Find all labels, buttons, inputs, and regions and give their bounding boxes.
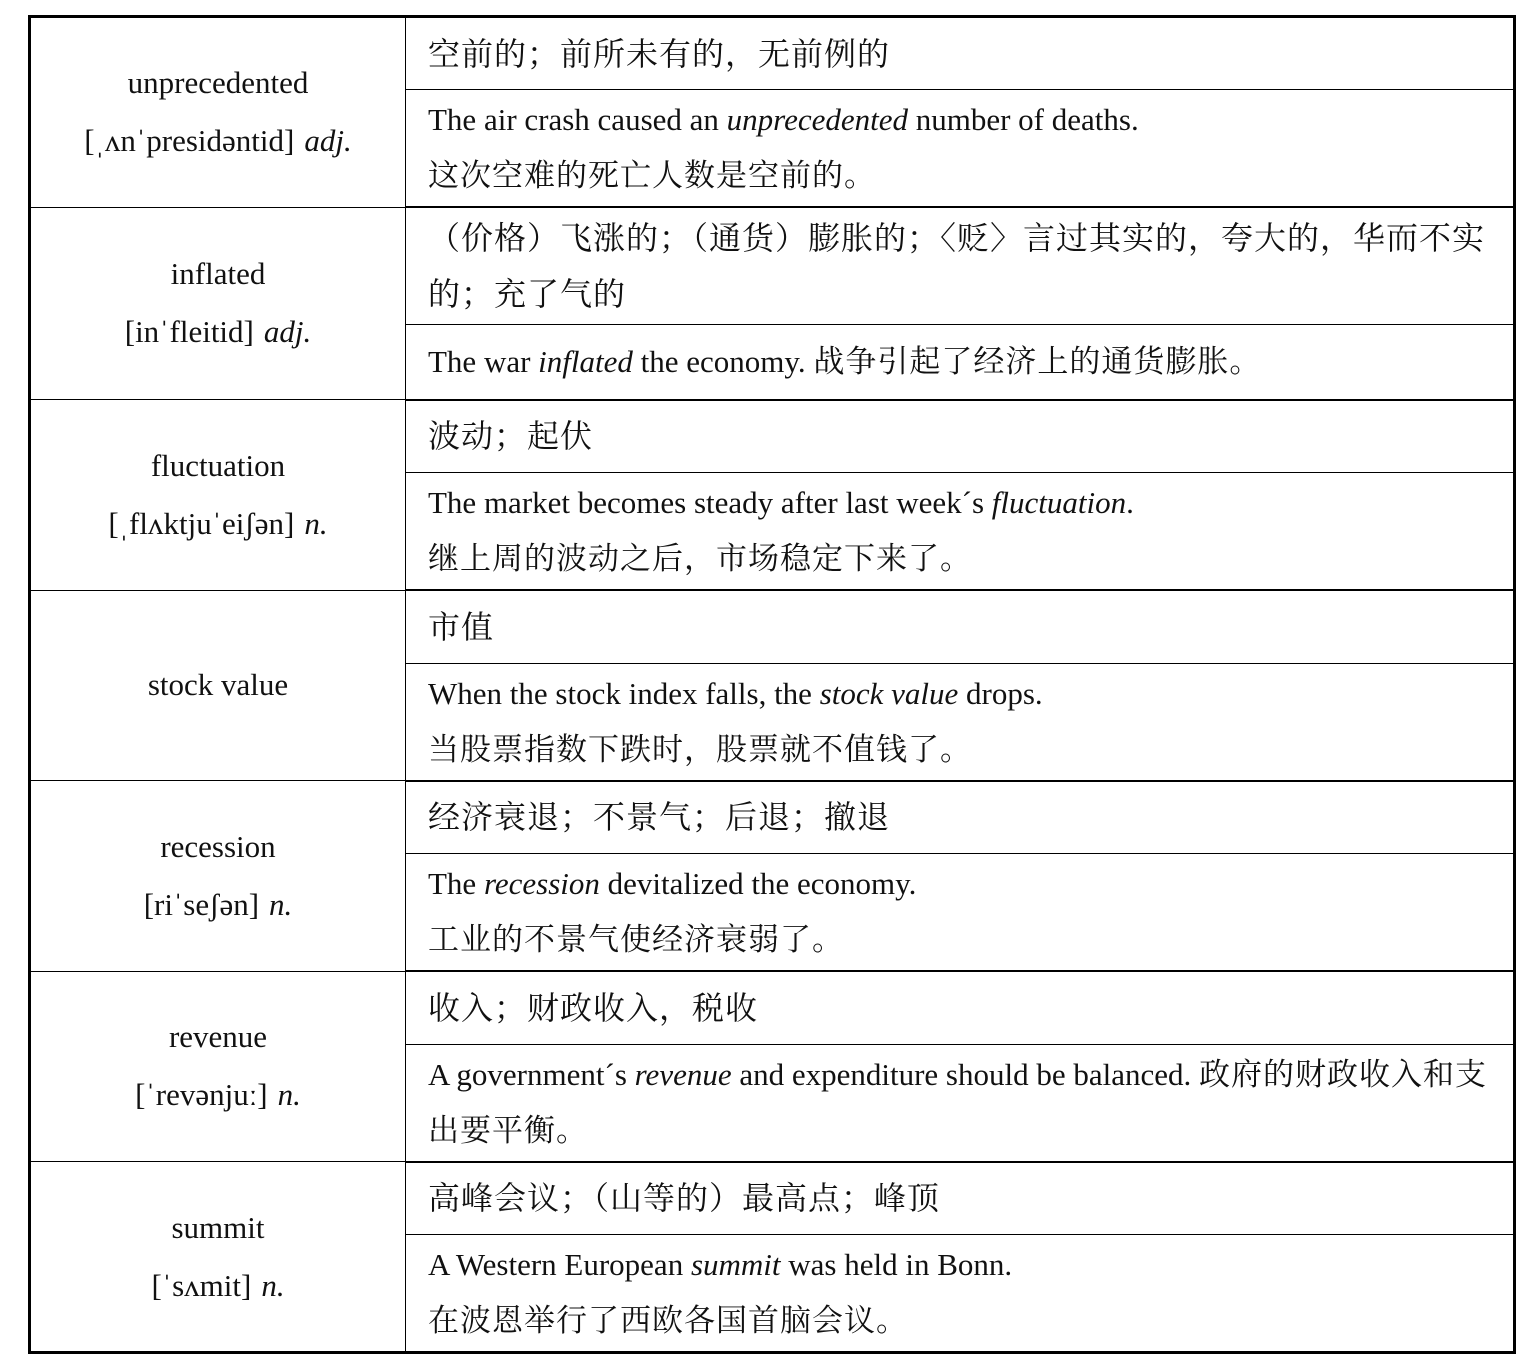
example-keyword: revenue [634,1056,732,1092]
example-keyword: recession [483,866,600,901]
example-translation: 当股票指数下跌时，股票就不值钱了。 [428,731,972,768]
headword: fluctuation [150,447,286,483]
example-text: The [428,866,484,901]
phonetic: [ˌflʌktjuˈeiʃən] [108,505,295,541]
example-cell [406,663,1515,781]
headword: recession [160,828,276,864]
example-sentence [428,666,1491,722]
definition: 经济衰退；不景气；后退；撤退 [406,781,1515,854]
example-text: The market becomes steady after last week´s [428,485,992,520]
example-keyword: summit [690,1247,781,1282]
entry-row [30,781,1515,854]
part-of-speech: n. [304,505,328,541]
phonetic-line [31,303,405,361]
example-text: When the stock index falls, the [428,675,820,711]
phonetic: [ˌʌnˈpresidəntid] [84,123,295,159]
word-cell [30,207,406,400]
entry-row [30,590,1515,663]
word-cell [30,590,406,781]
part-of-speech: adj. [263,314,312,350]
example-text: A Western European [428,1247,691,1282]
entry-row [30,1162,1515,1235]
example-sentence [428,1237,1491,1293]
phonetic-line [31,876,405,934]
example-keyword: stock value [819,675,959,711]
phonetic: [ˈsʌmit] [151,1267,252,1303]
entry-row [30,207,1515,325]
word-cell [30,1162,406,1353]
definition: 收入；财政收入，税收 [406,971,1515,1044]
example-sentence [428,344,806,379]
example-translation: 战争引起了经济上的通货膨胀。 [813,343,1262,380]
definition: 空前的；前所未有的，无前例的 [406,17,1515,90]
example-keyword: inflated [538,343,633,379]
headword: revenue [168,1019,268,1055]
example-sentence [428,856,1491,912]
example-keyword: fluctuation [991,485,1127,520]
word-cell [30,400,406,591]
definition: 市值 [406,590,1515,663]
example-translation: 在波恩举行了西欧各国首脑会议。 [428,1303,908,1339]
word-cell [30,17,406,208]
part-of-speech: adj. [304,123,352,159]
word-cell [30,781,406,972]
part-of-speech: n. [261,1267,285,1303]
example-cell [406,473,1515,591]
headword: inflated [170,256,266,292]
headword: unprecedented [127,65,309,101]
example-text: the economy. [632,343,806,379]
example-text: The air crash caused an [428,102,727,137]
example-cell [406,1044,1515,1162]
definition: （价格）飞涨的；（通货）膨胀的；〈贬〉言过其实的，夸大的，华而不实的；充了气的 [406,207,1515,325]
headword: summit [171,1209,265,1245]
entry-row [30,17,1515,90]
definition: 波动；起伏 [406,400,1515,473]
part-of-speech: n. [277,1077,301,1113]
example-sentence [428,1057,1191,1092]
definition: 高峰会议；（山等的）最高点；峰顶 [406,1162,1515,1235]
phonetic-line [31,1257,405,1315]
entry-row [30,400,1515,473]
example-translation: 这次空难的死亡人数是空前的。 [428,158,876,194]
example-text: devitalized the economy. [599,866,917,901]
phonetic: [riˈseʃən] [143,886,260,922]
example-text: The war [428,343,539,379]
vocabulary-table [28,15,1516,1354]
phonetic: [ˈrevənjuː] [135,1077,268,1113]
example-sentence [428,92,1491,148]
headword: stock value [147,667,289,703]
phonetic-line [31,1066,405,1124]
phonetic-line [31,495,405,553]
example-text: number of deaths. [907,102,1139,137]
example-cell [406,90,1515,208]
example-text: and expenditure should be balanced. [731,1056,1192,1092]
example-text: A government´s [428,1056,635,1092]
example-text: . [1126,485,1134,520]
example-translation: 政府的财政收入和支出要平衡。 [428,1056,1488,1149]
part-of-speech: n. [269,886,293,922]
phonetic: [inˈfleitid] [124,314,254,350]
example-translation: 继上周的波动之后，市场稳定下来了。 [428,541,972,577]
example-translation: 工业的不景气使经济衰弱了。 [428,922,844,958]
example-text: drops. [958,675,1043,711]
entry-row [30,971,1515,1044]
phonetic-line [31,112,405,170]
example-cell [406,325,1515,400]
example-keyword: unprecedented [726,102,908,137]
word-cell [30,971,406,1162]
example-sentence [428,475,1491,531]
example-text: was held in Bonn. [780,1247,1013,1282]
example-cell [406,1235,1515,1353]
example-cell [406,854,1515,972]
